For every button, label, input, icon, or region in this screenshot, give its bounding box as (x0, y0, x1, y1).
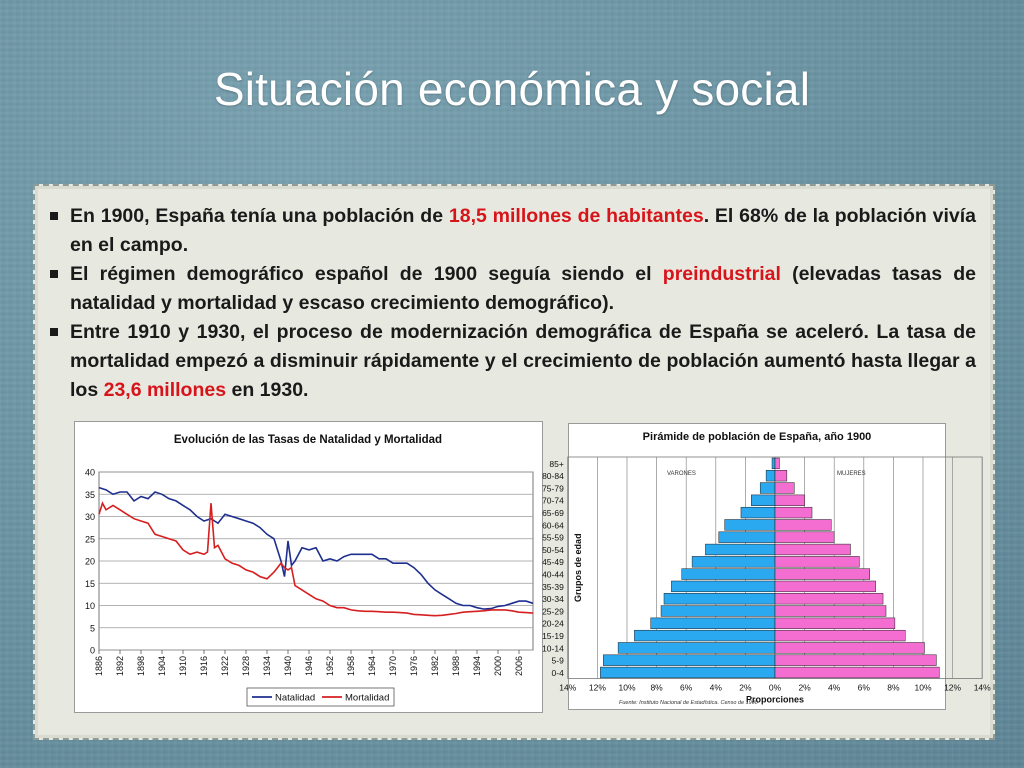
bar-varones (618, 643, 775, 654)
y-tick-label: 20 (84, 556, 95, 567)
x-tick-label: 10% (914, 682, 932, 693)
bar-varones (671, 581, 775, 592)
bar-varones (692, 556, 775, 567)
legend-label: Mortalidad (345, 692, 390, 704)
bar-mujeres (775, 520, 831, 531)
x-tick-label: 1988 (451, 656, 461, 677)
y-tick-label: 40 (84, 467, 95, 478)
x-tick-label: 8% (650, 682, 663, 693)
age-group-label: 70-74 (542, 495, 564, 506)
x-tick-label: 1934 (262, 656, 272, 677)
age-group-label: 35-39 (542, 581, 564, 592)
x-tick-label: 1904 (157, 656, 167, 677)
age-group-label: 15-19 (542, 631, 564, 641)
bar-mujeres (775, 483, 794, 494)
x-tick-label: 4% (828, 682, 841, 693)
bar-mujeres (775, 507, 812, 518)
x-tick-label: 1898 (136, 656, 146, 677)
age-group-label: 30-34 (542, 594, 564, 605)
x-tick-label: 4% (709, 682, 722, 693)
highlighted-text: preindustrial (662, 263, 781, 285)
bar-varones (760, 483, 775, 494)
bar-mujeres (775, 581, 876, 592)
age-group-label: 50-54 (542, 544, 564, 555)
bullet-list (48, 202, 976, 405)
x-tick-label: 1976 (409, 656, 419, 677)
age-group-label: 5-9 (551, 655, 564, 666)
pyramid-chart-svg (542, 424, 991, 709)
bar-mujeres (775, 495, 805, 506)
source-note: Fuente: Instituto Nacional de Estadística. Censo de 1900 (619, 700, 758, 706)
bar-mujeres (775, 470, 787, 481)
age-group-label: 65-69 (542, 508, 564, 518)
bar-mujeres (775, 569, 870, 580)
bar-varones (634, 630, 775, 641)
series-label-varones: VARONES (667, 471, 696, 477)
bar-mujeres (775, 556, 859, 567)
bullet-square-icon (50, 328, 58, 336)
x-tick-label: 1892 (115, 656, 125, 677)
age-group-label: 0-4 (551, 667, 564, 678)
x-tick-label: 6% (680, 682, 693, 693)
x-tick-label: 1910 (178, 656, 188, 677)
bullet-text-run: Entre 1910 y 1930, el proceso de modernización demográfica de España se aceleró. La tasa de mortalidad empezó a disminuir rápidamente y el crecimiento de población aumentó hasta llegar a los (70, 321, 976, 401)
age-group-label: 75-79 (542, 483, 564, 494)
bar-varones (751, 495, 775, 506)
bar-varones (741, 507, 775, 518)
birth-death-rate-chart (74, 421, 543, 713)
bullet-text (70, 321, 976, 401)
bar-varones (682, 569, 775, 580)
bullet-text (70, 263, 976, 314)
bar-varones (725, 520, 775, 531)
bullet-text (70, 205, 976, 256)
bullet-item (48, 260, 976, 318)
series-label-mujeres: MUJERES (837, 471, 866, 477)
bullet-item (48, 202, 976, 260)
x-tick-label: 1958 (346, 656, 356, 677)
bar-mujeres (775, 458, 779, 469)
bar-mujeres (775, 655, 936, 666)
bar-varones (603, 655, 775, 666)
bar-mujeres (775, 544, 850, 555)
x-tick-label: 2006 (514, 656, 524, 677)
bar-mujeres (775, 643, 924, 654)
age-group-label: 80-84 (542, 471, 564, 482)
bar-varones (651, 618, 775, 629)
x-axis-label: Proporciones (745, 694, 805, 705)
x-tick-label: 1922 (220, 656, 230, 677)
y-tick-label: 5 (89, 623, 95, 634)
highlighted-text: 18,5 millones de habitantes (448, 205, 704, 227)
x-tick-label: 6% (857, 682, 870, 693)
y-tick-label: 30 (84, 512, 95, 522)
x-tick-label: 1952 (325, 656, 335, 677)
bar-mujeres (775, 606, 886, 617)
age-group-label: 20-24 (542, 618, 564, 629)
x-tick-label: 1946 (304, 656, 314, 677)
bar-mujeres (775, 593, 883, 604)
age-group-label: 10-14 (542, 643, 564, 654)
bullet-text-run: en 1930. (226, 379, 309, 401)
x-tick-label: 1982 (430, 656, 440, 677)
bullet-text-run: (elevadas tasas de natalidad y mortalidad y escaso crecimiento demográfico). (70, 263, 977, 314)
bar-mujeres (775, 630, 905, 641)
bar-varones (664, 593, 775, 604)
age-group-label: 40-44 (542, 569, 564, 580)
chart-title: Evolución de las Tasas de Natalidad y Mortalidad (173, 434, 443, 446)
age-group-label: 85+ (549, 458, 564, 469)
age-group-label: 60-64 (542, 520, 564, 531)
x-tick-label: 14% (559, 682, 577, 693)
highlighted-text: 23,6 millones (103, 379, 227, 401)
bar-mujeres (775, 532, 834, 543)
x-tick-label: 1994 (472, 656, 482, 677)
bar-varones (766, 470, 775, 481)
bullet-square-icon (50, 270, 58, 278)
age-group-label: 45-49 (542, 557, 564, 568)
x-tick-label: 12% (588, 682, 606, 693)
bar-varones (661, 606, 775, 617)
x-tick-label: 1964 (367, 656, 377, 677)
x-tick-label: 0% (768, 682, 782, 693)
y-tick-label: 25 (84, 534, 95, 545)
bullet-text-run: . El 68% de la población vivía en el campo. (70, 205, 976, 256)
line-chart-svg (75, 422, 542, 712)
y-tick-label: 0 (89, 645, 95, 656)
bar-mujeres (775, 667, 939, 678)
bar-varones (600, 667, 775, 678)
age-group-label: 25-29 (542, 606, 564, 617)
age-group-label: 55-59 (542, 532, 564, 543)
y-tick-label: 15 (84, 578, 95, 589)
x-tick-label: 1970 (388, 656, 398, 677)
chart-title: Pirámide de población de España, año 1900 (642, 431, 872, 443)
population-pyramid-chart (542, 423, 991, 710)
bar-mujeres (775, 618, 895, 629)
x-tick-label: 2% (798, 682, 811, 693)
x-tick-label: 1886 (94, 656, 104, 677)
x-tick-label: 2% (739, 682, 752, 693)
y-tick-label: 35 (84, 489, 95, 500)
x-tick-label: 10% (618, 682, 636, 693)
bullet-square-icon (50, 212, 58, 220)
x-tick-label: 2000 (493, 656, 503, 677)
bullet-item (48, 318, 976, 405)
bullet-text-run: En 1900, España tenía una población de (70, 205, 449, 227)
x-tick-label: 8% (887, 682, 900, 693)
bar-varones (705, 544, 775, 555)
bar-varones (772, 458, 775, 469)
x-tick-label: 1916 (199, 656, 209, 677)
legend-label: Natalidad (275, 692, 316, 704)
bar-varones (719, 532, 775, 543)
y-axis-label: Grupos de edad (573, 533, 583, 602)
x-tick-label: 1928 (241, 656, 251, 677)
bullet-text-run: El régimen demográfico español de 1900 seguía siendo el (70, 263, 663, 285)
x-tick-label: 14% (973, 682, 991, 693)
y-tick-label: 10 (84, 601, 95, 611)
slide-title: Situación económica y social (213, 63, 811, 115)
x-tick-label: 12% (944, 682, 962, 693)
x-tick-label: 1940 (283, 656, 293, 677)
